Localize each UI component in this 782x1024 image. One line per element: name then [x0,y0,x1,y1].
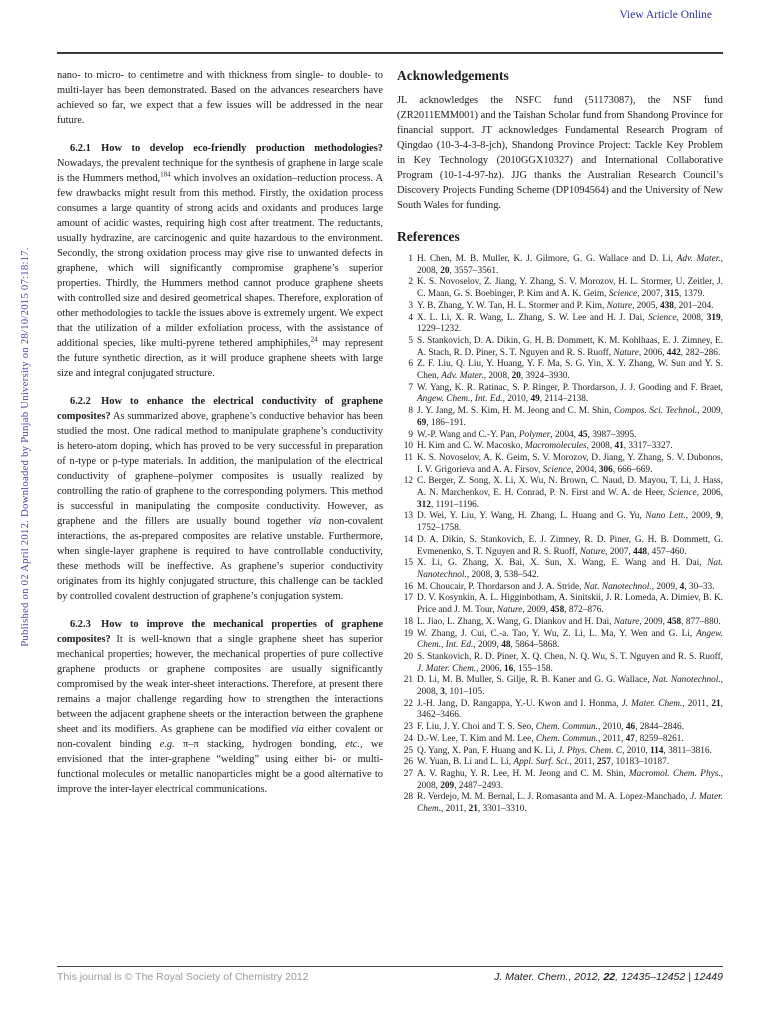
reference-text: A. V. Raghu, Y. R. Lee, H. M. Jeong and C. M. Shin, Macromol. Chem. Phys., 2008, 209, 2487–2493. [417,768,723,791]
header-rule [57,52,723,54]
reference-number: 21 [403,675,413,686]
reference-item [397,277,723,300]
reference-number: 28 [403,792,413,803]
reference-number: 2 [408,277,413,288]
reference-text: D. A. Dikin, S. Stankovich, E. J. Zimney, R. D. Piner, G. H. B. Dommett, G. Evmenenko, S. T. Nguyen and R. S. Ruoff, Nature, 2007, 448, 457–460. [417,534,723,557]
reference-text: J. Y. Jang, M. S. Kim, H. M. Jeong and C. M. Shin, Compos. Sci. Technol., 2009, 69, 186–191. [417,406,723,428]
reference-number: 3 [408,300,413,311]
reference-item [397,593,723,616]
reference-number: 11 [404,452,413,463]
reference-number: 1 [408,254,413,264]
sidebar-publication-note: Published on 02 April 2012. Downloaded by Punjab University on 28/10/2015 07:18:17. [19,247,31,647]
reference-item [397,254,723,277]
acknowledgements-text: JL acknowledges the NSFC fund (51173087), the NSF fund (ZR2011EMM001) and the Taishan Scholar fund from Shandong Province for financial support. JT acknowledges Fundamental Research Program of Qingdao (10-3-4-3-8-jch), Shandong Province Project: Tackle Key Problem in Key Technology (2010GGX10327) and International Collaborative Program (10-1-4-97-hz). JJG thanks the Australian Research Council’s Discovery Projects Funding Scheme (DP1094564) and the University of New South Wales for funding. [397,95,723,211]
reference-text: M. Choucair, P. Thordarson and J. A. Stride, Nat. Nanotechnol., 2009, 4, 30–33. [417,581,715,592]
reference-text: W. Zhang, J. Cui, C.-a. Tao, Y. Wu, Z. Li, L. Ma, Y. Wen and G. Li, Angew. Chem., Int. Ed., 2009, 48, 5864–5868. [417,628,723,651]
reference-item [397,792,723,815]
reference-text: W. Yang, K. R. Ratinac, S. P. Ringer, P. Thordarson, J. J. Gooding and F. Braet, Angew. Chem., Int. Ed., 2010, 49, 2114–2138. [417,382,723,405]
page-content [57,68,723,816]
footer-rule [57,966,723,967]
reference-item [397,301,723,313]
reference-item [397,746,723,758]
reference-text: X. L. Li, X. R. Wang, L. Zhang, S. W. Lee and H. J. Dai, Science, 2008, 319, 1229–1232. [417,312,723,335]
reference-item [397,430,723,442]
reference-number: 14 [403,534,413,545]
reference-item [397,757,723,769]
reference-text: C. Berger, Z. Song, X. Li, X. Wu, N. Brown, C. Naud, D. Mayou, T. Li, J. Hass, A. N. Marchenkov, E. H. Conrad, P. N. First and W. A. de Heer, Science, 2006, 312, 1191–1196. [417,476,724,510]
reference-text: Q. Yang, X. Pan, F. Huang and K. Li, J. Phys. Chem. C, 2010, 114, 3811–3816. [417,745,712,756]
reference-text: H. Chen, M. B. Muller, K. J. Gilmore, G. G. Wallace and D. Li, Adv. Mater., 2008, 20, 3557–3561. [417,254,723,276]
reference-text: J.-H. Jang, D. Rangappa, Y.-U. Kwon and I. Honma, J. Mater. Chem., 2011, 21, 3462–3466. [417,698,723,721]
reference-number: 5 [408,335,413,346]
sections-container [57,141,383,797]
reference-item [397,476,723,511]
reference-number: 26 [403,757,413,768]
reference-number: 7 [408,382,413,393]
reference-number: 19 [403,628,413,639]
reference-list [397,254,723,816]
reference-number: 6 [408,359,413,370]
reference-text: D. V. Kosynkin, A. L. Higginbotham, A. Sinitskii, J. R. Lomeda, A. Dimiev, B. K. Price and J. M. Tour, Nature, 2009, 458, 872–876. [417,593,723,616]
footer-copyright: This journal is © The Royal Society of Chemistry 2012 [57,971,309,984]
reference-number: 13 [403,511,413,522]
section-heading: 6.2.3 How to improve the mechanical properties of graphene composites? [57,619,383,645]
reference-number: 16 [403,581,413,592]
reference-item [397,734,723,746]
reference-number: 4 [408,312,413,323]
reference-item [397,336,723,359]
reference-item [397,769,723,792]
reference-item [397,629,723,652]
reference-number: 18 [403,616,413,627]
footer-citation: J. Mater. Chem., 2012, 22, 12435–12452 | 12449 [494,971,723,984]
reference-item [397,511,723,534]
reference-item [397,535,723,558]
reference-number: 27 [403,768,413,779]
reference-number: 15 [403,558,413,569]
section-heading: 6.2.1 How to develop eco-friendly production methodologies? [70,143,383,154]
reference-text: W. Yuan, B. Li and L. Li, Appl. Surf. Sci., 2011, 257, 10183–10187. [417,757,670,768]
reference-item [397,652,723,675]
reference-number: 9 [408,429,413,440]
reference-number: 24 [403,733,413,744]
reference-number: 10 [403,441,413,452]
reference-number: 22 [403,698,413,709]
reference-item [397,722,723,734]
reference-item [397,313,723,336]
reference-text: W.-P. Wang and C.-Y. Pan, Polymer, 2004, 45, 3987–3995. [417,429,637,440]
reference-item [397,699,723,722]
reference-number: 12 [403,476,413,487]
section-paragraph: 6.2.1 How to develop eco-friendly production methodologies? Nowadays, the prevalent technique for the synthesis of graphene in large scale is the Hummers method,$^{184}$ which involves an oxidation–reduction process. A few drawbacks might result from this method. Firstly, the oxidation process consumes a large quantity of strong acids and oxidants and produces large amount of acidic wastes, requiring high cost after treatment. The reductants, usually hydrazine, are carcinogenic and quite hazardous to the environment. Secondly, the strong oxidation process may give rise to unwanted defects in graphene, which will significantly compromise graphene’s superior properties. Thirdly, the Hummers method cannot produce graphene sheets with controlled size and desired geometrical shapes. Therefore, exploration of other methodologies to tackle the issues above is extremely urgent. We expect that the utilization of a milder exfoliation process, with the assistance of additional species, like multi-pyrene tethered amphiphiles,$^{24}$ may represent the future synthetic direction, as it will produce graphene sheets with large size and integral conjugated structure. [57,143,383,379]
reference-item [397,675,723,698]
reference-item [397,441,723,453]
continuation-paragraph: nano- to micro- to centimetre and with thickness from single- to double- to multi-layer has been demonstrated. Based on the advances researchers have achieved so far, we expect that a few issues will be addressed in the near future. [57,70,383,126]
section-paragraph: 6.2.2 How to enhance the electrical conductivity of graphene composites? As summarized above, graphene’s conductive behavior has been studied the most. One radical method to manipulate graphene’s conductivity is hetero-atom doping, which has proved to be very successful in preparation of n-type or p-type materials. In addition, the manipulation of the electrical conductivity of graphene–polymer composites is usually realized by controlling the ratio of graphene to the corresponding polymers. This method is successful in manipulating the composite conductivity. However, as graphene and the fillers are usually bound together via non-covalent interactions, the as-prepared composites are relative unstable. Furthermore, when single-layer graphene is required to have controllable conductivity, these methods will be ineffective. As graphene’s superior conductivity originates from its highly conjugated structure, this challenge can be tackled by controlled covalent destruction of graphene’s conjugation system. [57,396,384,602]
reference-text: D. Wei, Y. Liu, Y. Wang, H. Zhang, L. Huang and G. Yu, Nano Lett., 2009, 9, 1752–1758. [417,511,724,534]
reference-text: S. Stankovich, R. D. Piner, X. Q. Chen, N. Q. Wu, S. T. Nguyen and R. S. Ruoff, J. Mater. Chem., 2006, 16, 155–158. [417,651,723,674]
reference-text: K. S. Novoselov, A. K. Geim, S. V. Morozov, D. Jiang, Y. Zhang, S. V. Dubonos, I. V. Grigorieva and A. A. Firsov, Science, 2004, 306, 666–669. [417,452,723,475]
reference-text: D.-W. Lee, T. Kim and M. Lee, Chem. Commun., 2011, 47, 8259–8261. [417,733,684,744]
reference-number: 23 [403,722,413,733]
reference-text: D. Li, M. B. Muller, S. Gilje, R. B. Kaner and G. G. Wallace, Nat. Nanotechnol., 2008, 3, 101–105. [417,675,723,698]
reference-number: 8 [408,406,413,417]
section-heading: 6.2.2 How to enhance the electrical conductivity of graphene composites? [57,396,383,422]
section-paragraph: 6.2.3 How to improve the mechanical properties of graphene composites? It is well-known that a single graphene sheet has superior mechanical properties; however, the mechanical properties of pure collective graphene products or graphene composites are usually significantly compromised by the weak inter-sheet interactions. Therefore, at present there remains a major challenge regarding how to strengthen the interactions between the adjacent graphene sheets or the interaction between the graphene sheet and its modifiers. As graphene can be modified via either covalent or non-covalent binding e.g. π–π stacking, hydrogen bonding, etc., we envisioned that the inter-graphene “welding” using either bi- or multi-functional molecules or metallic nanoparticles might be a good alternative to improve the inter-layer electrical communications. [57,619,384,795]
reference-text: S. Stankovich, D. A. Dikin, G. H. B. Dommett, K. M. Kohlhaas, E. J. Zimney, E. A. Stach, R. D. Piner, S. T. Nguyen and R. S. Ruoff, Nature, 2006, 442, 282–286. [417,335,723,358]
reference-number: 20 [403,651,413,662]
reference-item [397,582,723,594]
reference-item [397,453,723,476]
view-article-online-link[interactable]: View Article Online [619,9,712,21]
reference-text: F. Liu, J. Y. Choi and T. S. Seo, Chem. Commun., 2010, 46, 2844–2846. [417,722,685,733]
reference-item [397,406,723,429]
reference-text: Y. B. Zhang, Y. W. Tan, H. L. Stormer and P. Kim, Nature, 2005, 438, 201–204. [417,300,714,311]
left-column [57,68,383,816]
reference-item [397,359,723,382]
reference-text: L. Jiao, L. Zhang, X. Wang, G. Diankov and H. Dai, Nature, 2009, 458, 877–880. [417,616,721,627]
right-column [397,68,723,816]
reference-text: X. Li, G. Zhang, X. Bai, X. Sun, X. Wang, E. Wang and H. Dai, Nat. Nanotechnol., 2008, 3, 538–542. [417,558,723,580]
reference-text: Z. F. Liu, Q. Liu, Y. Huang, Y. F. Ma, S. G. Yin, X. Y. Zhang, W. Sun and Y. S. Chen, Adv. Mater., 2008, 20, 3924–3930. [417,359,723,382]
reference-number: 17 [403,593,413,604]
reference-text: R. Verdejo, M. M. Bernal, L. J. Romasanta and M. A. Lopez-Manchado, J. Mater. Chem., 2011, 21, 3301–3310. [417,792,724,815]
reference-text: H. Kim and C. W. Macosko, Macromolecules, 2008, 41, 3317–3327. [417,441,673,452]
reference-item [397,617,723,629]
reference-text: K. S. Novoselov, Z. Jiang, Y. Zhang, S. V. Morozov, H. L. Stormer, U. Zeitler, J. C. Maan, G. S. Boebinger, P. Kim and A. K. Geim, Science, 2007, 315, 1379. [417,277,723,300]
reference-item [397,383,723,406]
page-footer [57,966,723,983]
reference-item [397,558,723,581]
reference-number: 25 [403,745,413,756]
references-heading: References [397,229,460,244]
acknowledgements-heading: Acknowledgements [397,68,509,83]
